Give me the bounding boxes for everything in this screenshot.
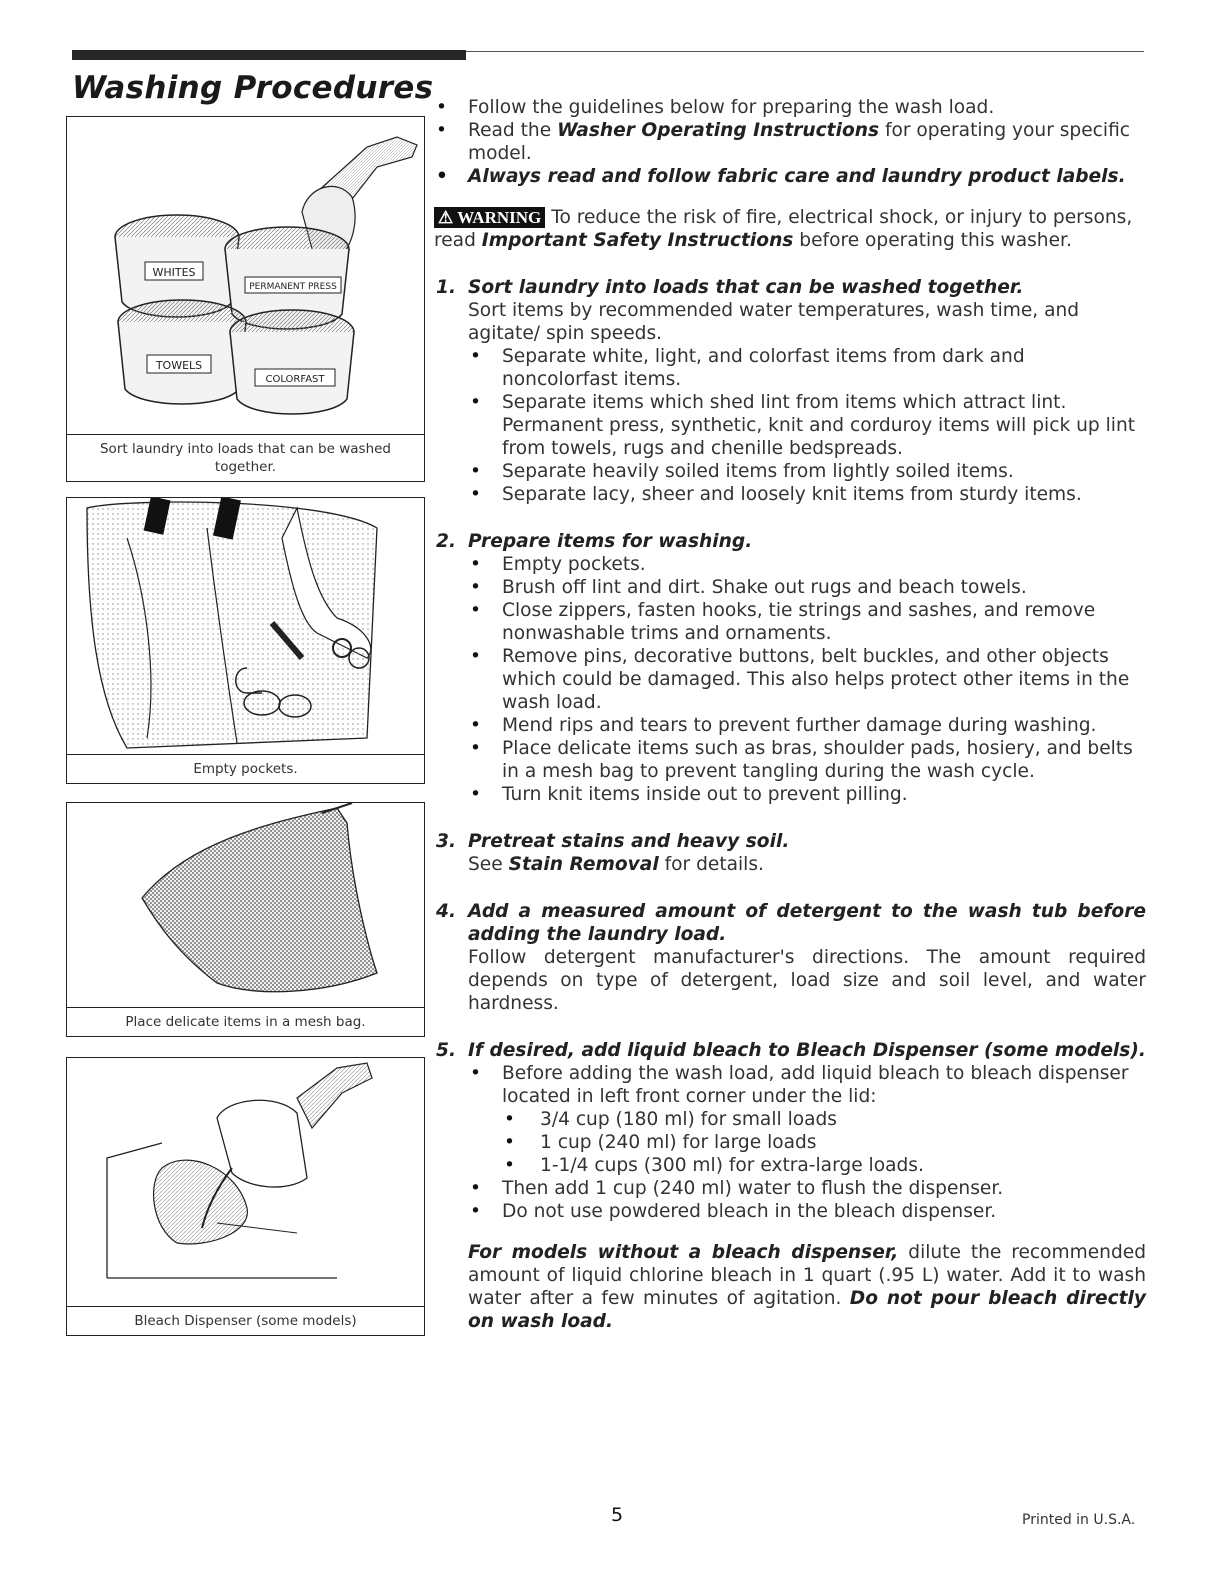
warning-paragraph: ⚠ WARNING To reduce the risk of fire, electrical shock, or injury to persons, read Important Safety Instructions before operating this washer.	[434, 207, 1133, 251]
bleach-note: For models without a bleach dispenser, dilute the recommended amount of liquid chlorine bleach in 1 quart (.95 L) water. Add it to wash water after a few minutes of agitation. Do not pour bleach directly on wash load.	[468, 1242, 1147, 1332]
list-item: • Turn knit items inside out to prevent pilling.	[468, 783, 1146, 806]
label-colorfast: COLORFAST	[265, 374, 325, 385]
printed-in-label: Printed in U.S.A.	[1022, 1512, 1136, 1528]
figure-bleach-dispenser	[66, 1057, 425, 1336]
step-5: 5. If desired, add liquid bleach to Bleach Dispenser (some models). • Before adding the wash load, add liquid bleach to bleach dispenser located in left front corner under the lid: • 3/4 cup (180 ml) for small loads • 1 cup (240 ml) for large loads • 1-1/4 cups (300 ml) for extra-large loads. • Then add 1 cup (240 ml) water to flush the dispenser. • Do not use powdered bleach in the bleach dispenser. For models without a bleach dispenser, dilute the recommended amount of liquid chlorine bleach in 1 quart (.95 L) water. Add it to wash water after a few minutes of agitation. Do not pour bleach directly on wash load.	[434, 1039, 1146, 1333]
list-item: • Place delicate items such as bras, shoulder pads, hosiery, and belts in a mesh bag to prevent tangling during the wash cycle.	[468, 737, 1146, 783]
intro-bullet: • Follow the guidelines below for preparing the wash load.	[434, 96, 1146, 119]
label-whites: WHITES	[152, 266, 196, 279]
step-4: 4. Add a measured amount of detergent to the wash tub before adding the laundry load. Follow detergent manufacturer's directions. The amount required depends on type of detergent, load size and soil level, and water hardness.	[436, 901, 1146, 1014]
warning-badge: ⚠ WARNING	[434, 207, 545, 228]
list-item: • Do not use powdered bleach in the bleach dispenser.	[468, 1200, 1146, 1223]
header-bar	[72, 50, 466, 60]
step-text: Sort items by recommended water temperatures, wash time, and agitate/ spin speeds.	[468, 300, 1080, 344]
step-heading: Pretreat stains and heavy soil.	[468, 831, 790, 852]
figure-mesh-bag	[66, 802, 425, 1037]
list-item: • Then add 1 cup (240 ml) water to flush the dispenser.	[468, 1177, 1146, 1200]
step-heading: If desired, add liquid bleach to Bleach Dispenser (some models).	[468, 1040, 1146, 1061]
list-item: • Separate heavily soiled items from lightly soiled items.	[468, 460, 1146, 483]
page-number: 5	[611, 1504, 624, 1526]
figure-empty-pockets	[66, 497, 425, 784]
pockets-illustration	[67, 498, 424, 755]
list-item: • Separate lacy, sheer and loosely knit items from sturdy items.	[468, 483, 1146, 506]
laundry-baskets-illustration	[67, 117, 424, 435]
header-rule	[466, 51, 1144, 52]
figure-caption: Bleach Dispenser (some models)	[134, 1313, 357, 1329]
sub-list-item: • 1-1/4 cups (300 ml) for extra-large loads.	[468, 1154, 1146, 1177]
step-3: 3. Pretreat stains and heavy soil. See Stain Removal for details.	[434, 830, 1146, 876]
figure-sort-laundry	[66, 116, 425, 482]
step-text: Follow detergent manufacturer's directions. The amount required depends on type of detergent, load size and soil level, and water hardness.	[468, 947, 1146, 1014]
intro-bullet-emphasis: • Always read and follow fabric care and laundry product labels.	[434, 165, 1146, 188]
figure-caption: Place delicate items in a mesh bag.	[125, 1014, 366, 1030]
label-permanent-press: PERMANENT PRESS	[249, 282, 337, 292]
list-item: • Before adding the wash load, add liquid bleach to bleach dispenser located in left front corner under the lid:	[468, 1062, 1146, 1108]
mesh-bag-illustration	[67, 803, 424, 1008]
sub-list-item: • 3/4 cup (180 ml) for small loads	[468, 1108, 1146, 1131]
sub-list-item: • 1 cup (240 ml) for large loads	[468, 1131, 1146, 1154]
list-item: • Brush off lint and dirt. Shake out rugs and beach towels.	[468, 576, 1146, 599]
list-item: • Mend rips and tears to prevent further damage during washing.	[468, 714, 1146, 737]
list-item: • Empty pockets.	[468, 553, 1146, 576]
instructions-column	[434, 96, 1146, 1333]
step-text: See Stain Removal for details.	[468, 854, 764, 875]
step-heading: Prepare items for washing.	[468, 531, 753, 552]
list-item: • Separate items which shed lint from items which attract lint. Permanent press, synthetic, knit and corduroy items will pick up lint from towels, rugs and chenille bedspreads.	[468, 391, 1146, 460]
label-towels: TOWELS	[155, 359, 203, 372]
step-1: 1. Sort laundry into loads that can be washed together. Sort items by recommended water temperatures, wash time, and agitate/ spin speeds. • Separate white, light, and colorfast items from dark and noncolorfast items. • Separate items which shed lint from items which attract lint. Permanent press, synthetic, knit and corduroy items will pick up lint from towels, rugs and chenille bedspreads. • Separate heavily soiled items from lightly soiled items. • Separate lacy, sheer and loosely knit items from sturdy items.	[434, 276, 1146, 506]
bleach-dispenser-illustration	[67, 1058, 424, 1307]
figure-caption: Sort laundry into loads that can be washed together.	[99, 441, 392, 475]
page-title: Washing Procedures	[72, 70, 434, 106]
intro-bullet: • Read the Washer Operating Instructions for operating your specific model.	[434, 119, 1146, 165]
figure-caption: Empty pockets.	[193, 761, 298, 777]
list-item: • Close zippers, fasten hooks, tie strings and sashes, and remove nonwashable trims and ornaments.	[468, 599, 1146, 645]
list-item: • Separate white, light, and colorfast items from dark and noncolorfast items.	[468, 345, 1146, 391]
step-2: 2. Prepare items for washing. • Empty pockets. • Brush off lint and dirt. Shake out rugs and beach towels. • Close zippers, fasten hooks, tie strings and sashes, and remove nonwashable trims and ornaments. • Remove pins, decorative buttons, belt buckles, and other objects which could be damaged. This also helps protect other items in the wash load. • Mend rips and tears to prevent further damage during washing. • Place delicate items such as bras, shoulder pads, hosiery, and belts in a mesh bag to prevent tangling during the wash cycle. • Turn knit items inside out to prevent pilling.	[434, 530, 1146, 806]
list-item: • Remove pins, decorative buttons, belt buckles, and other objects which could be damaged. This also helps protect other items in the wash load.	[468, 645, 1146, 714]
step-heading: Add a measured amount of detergent to the wash tub before adding the laundry load.	[468, 901, 1146, 945]
step-heading: Sort laundry into loads that can be washed together.	[468, 277, 1024, 298]
